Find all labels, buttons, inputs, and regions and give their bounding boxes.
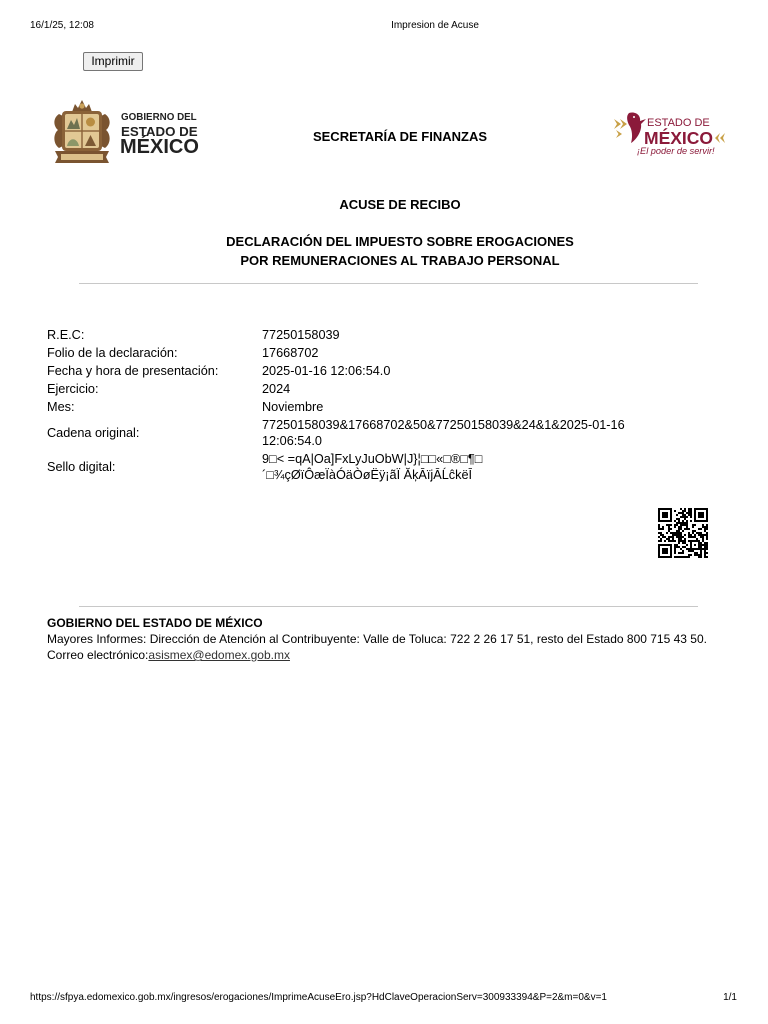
field-value-folio: 17668702 xyxy=(262,346,319,360)
declaration-fields-table xyxy=(45,326,647,484)
field-row-digital-seal xyxy=(45,450,647,484)
document-subtitle xyxy=(150,232,650,270)
field-label: Folio de la declaración: xyxy=(47,346,178,360)
contact-block xyxy=(47,615,707,663)
department-title: SECRETARÍA DE FINANZAS xyxy=(312,129,488,144)
field-row-submission-date xyxy=(45,362,647,380)
field-value-fiscal-year: 2024 xyxy=(262,382,291,396)
document-subtitle-line: POR REMUNERACIONES AL TRABAJO PERSONAL xyxy=(240,253,560,268)
field-row-month xyxy=(45,398,647,416)
digital-seal-line: ´□¾çØïÔæÏàÓäÒøËÿ¡ãÏ ĂķĀïjĀĹĉkëĪ xyxy=(262,468,473,482)
field-label: Ejercicio: xyxy=(47,382,99,396)
print-page-number: 1/1 xyxy=(723,992,737,1003)
field-label: Cadena original: xyxy=(47,426,140,440)
digital-seal-line: 9□< =qA|Oa]FxLyJuObW|J}¦□□«□®□¶□ xyxy=(262,452,483,466)
field-label: Fecha y hora de presentación: xyxy=(47,364,219,378)
coat-of-arms-icon xyxy=(52,99,112,165)
field-value-submission-date: 2025-01-16 12:06:54.0 xyxy=(262,364,391,378)
state-logo-tagline: ¡El poder de servir! xyxy=(637,146,715,156)
contact-info: Mayores Informes: Dirección de Atención al Contribuyente: Valle de Toluca: 722 2 26 17 51, resto del Estado 800 715 43 50. xyxy=(47,632,707,646)
government-logo-line2: ESTADO DE xyxy=(121,124,198,139)
field-label: R.E.C: xyxy=(47,328,85,342)
header-divider xyxy=(79,283,698,284)
field-label: Sello digital: xyxy=(47,460,116,474)
field-row-folio xyxy=(45,344,647,362)
field-value-digital-seal xyxy=(260,450,647,484)
print-url: https://sfpya.edomexico.gob.mx/ingresos/erogaciones/ImprimeAcuseEro.jsp?HdClaveOperacionServ=300933394&P=2&m=0&v=1 xyxy=(30,992,607,1003)
print-date-time: 16/1/25, 12:08 xyxy=(30,20,94,31)
state-logo-line1: ESTADO DE xyxy=(647,117,710,129)
field-row-fiscal-year xyxy=(45,380,647,398)
contact-organization: GOBIERNO DEL ESTADO DE MÉXICO xyxy=(47,616,263,630)
qr-code-icon xyxy=(658,508,708,558)
print-page-title: Impresion de Acuse xyxy=(391,20,479,31)
field-label: Mes: xyxy=(47,400,75,414)
email-link[interactable]: asismex@edomex.gob.mx xyxy=(148,648,290,662)
footer-divider xyxy=(79,606,698,607)
document-subtitle-line: DECLARACIÓN DEL IMPUESTO SOBRE EROGACIONES xyxy=(226,234,574,249)
document-title: ACUSE DE RECIBO xyxy=(339,197,461,212)
government-logo-line1: GOBIERNO DEL xyxy=(121,112,197,123)
field-value-rec: 77250158039 xyxy=(262,328,340,342)
field-value-month: Noviembre xyxy=(262,400,324,414)
government-logo-line3: MÉXICO xyxy=(120,136,199,158)
print-button[interactable]: Imprimir xyxy=(83,52,143,71)
field-row-original-chain xyxy=(45,416,647,450)
contact-email-line xyxy=(47,647,707,663)
hummingbird-icon xyxy=(613,110,647,150)
email-label: Correo electrónico: xyxy=(47,648,149,662)
state-logo-line2: MÉXICO xyxy=(644,128,714,148)
field-value-original-chain: 77250158039&17668702&50&77250158039&24&1&2025-01-16 12:06:54.0 xyxy=(262,418,625,448)
field-row-rec xyxy=(45,326,647,344)
gold-chevron-icon xyxy=(714,132,726,144)
